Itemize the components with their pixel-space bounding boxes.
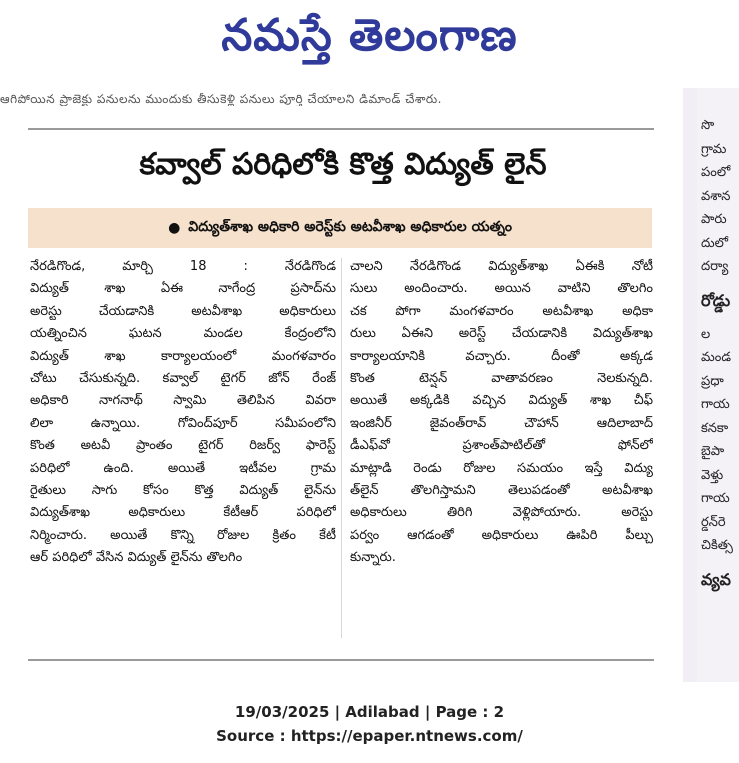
body-line: చాలని నేరడిగొండ విద్యుత్‌శాఖ ఏఈకి నోటీ <box>350 259 653 274</box>
article-clipping <box>0 88 739 682</box>
clipping-footer <box>0 700 739 748</box>
side-line: గాయ <box>701 491 730 506</box>
body-line: కార్యాలయానికి వచ్చారు. దీంతో అక్కడ <box>350 348 653 364</box>
newspaper-masthead <box>0 0 739 82</box>
body-line: యత్నించిన ఘటన మండల కేంద్రంలోని <box>30 326 336 342</box>
body-line: కొంత టెన్షన్ వాతావరణం నెలకున్నది. <box>350 371 653 387</box>
side-line: ర్డన్‌రె <box>701 514 726 530</box>
body-line: ఆర్ పరిధిలో వేసిన విద్యుత్ లైన్‌ను తొలగిం <box>30 550 243 566</box>
bottom-rule <box>28 659 654 661</box>
side-line: వెళ్తు <box>701 467 724 483</box>
side-line: దర్యా <box>701 259 729 274</box>
side-line: సొ <box>701 118 715 133</box>
bullet-icon: ● <box>168 220 181 236</box>
side-line: వశాన <box>701 188 731 204</box>
body-line: ఇంజినీర్ జైవంత్‌రావ్ చౌహాన్ ఆదిలాబాద్ <box>350 415 653 431</box>
side-line: బైపా <box>701 444 725 459</box>
adjacent-article-column <box>697 88 739 682</box>
body-line: విద్యుత్ శాఖ ఏఈ నాగేంద్ర ప్రసాద్‌ను <box>30 281 336 297</box>
body-line: నిర్మించారు. అయితే కొన్ని రోజుల క్రితం కేటీ <box>30 527 336 543</box>
body-line: విద్యుత్‌శాఖ అధికారులు కేటీఆర్ పరిధిలో <box>30 505 336 521</box>
body-line: పరిధిలో ఉంది. అయితే ఇటీవల గ్రామ <box>30 460 336 476</box>
body-line: సులు అందించారు. అయిన వాటిని తొలగిం <box>350 281 653 297</box>
edition-info: 19/03/2025 | Adilabad | Page : 2 <box>234 703 505 721</box>
body-line: అరెస్టు చేయడానికి అటవీశాఖ అధికారులు <box>30 303 336 319</box>
source-link[interactable]: Source : https://epaper.ntnews.com/ <box>216 727 523 745</box>
body-line: అయితే అక్కడికి వచ్చిన విద్యుత్ శాఖ చీఫ్ <box>350 393 653 409</box>
side-line: పంలో <box>701 165 731 180</box>
body-line: పర్వం ఆగడంతో అధికారులు ఊపిరి పీల్చు <box>350 527 653 543</box>
body-line: అధికారులు తిరిగి వెళ్లిపోయారు. అరెస్టు <box>350 505 653 521</box>
side-line: గాయ <box>701 397 730 412</box>
article-subheadline <box>28 208 652 248</box>
side-line: ల <box>701 326 711 342</box>
top-rule <box>28 128 654 130</box>
body-line: చక పోగా మంగళవారం అటవీశాఖ అధికా <box>350 303 653 319</box>
body-line: విద్యుత్ శాఖ కార్యాలయంలో మంగళవారం <box>30 348 336 364</box>
body-line: డీఎఫ్‌వో ప్రశాంత్‌పాటిల్‌తో ఫోన్‌లో <box>350 438 653 454</box>
body-line: నేరడిగొండ, మార్చి 18 : నేరడిగొండ <box>30 259 336 274</box>
body-line: కున్నారు. <box>350 550 396 566</box>
body-line: అధికారి నాగనాథ్ స్వామి తెలిపిన వివరా <box>30 393 336 409</box>
side-headline: వ్యవ <box>701 569 731 589</box>
body-line: చోటు చేసుకున్నది. కవ్వాల్ టైగర్ జోన్ రేంజ్ <box>30 371 336 387</box>
side-line: చికిత్స <box>701 538 733 553</box>
body-line: లిలా ఉన్నాయి. గోవింద్‌పూర్ సమీపంలోని <box>30 415 336 431</box>
side-line: ప్రధా <box>701 373 724 389</box>
masthead-logo-title: నమస్తే తెలంగాణ <box>221 10 518 61</box>
side-line: కనకా <box>701 420 729 436</box>
body-line: త్‌లైన్ తొలగిస్తామని తెలుపడంతో అటవీశాఖ <box>350 483 653 499</box>
body-line: కొంత అటవీ ప్రాంతం టైగర్ రిజర్వ్ ఫారెస్ట్ <box>30 438 336 454</box>
side-line: గ్రామ <box>701 141 727 157</box>
column-divider <box>341 258 342 638</box>
body-line: మాట్లాడి రెండు రోజుల సమయం ఇస్తే విద్యు <box>350 460 653 476</box>
article-column-left <box>30 256 336 570</box>
article-column-right <box>350 256 653 570</box>
side-headline: రోడ్డు <box>701 290 731 310</box>
body-line: రులు ఏఈని అరెస్ట్ చేయడానికి విద్యుత్‌శాఖ <box>350 326 653 342</box>
side-line: మండ <box>701 350 731 365</box>
side-line: దులో <box>701 235 729 251</box>
subheadline-text: విద్యుత్‌శాఖ అధికారి అరెస్ట్‌కు అటవీశాఖ అధికారుల యత్నం <box>188 218 512 235</box>
side-line: పారు <box>701 212 727 227</box>
article-headline: కవ్వాల్ పరిధిలోకి కొత్త విద్యుత్ లైన్ <box>139 147 547 182</box>
body-line: రైతులు సాగు కోసం కొత్త విద్యుత్ లైన్‌ను <box>30 483 336 499</box>
cut-off-previous-text: ఆగిపోయిన ప్రాజెక్టు పనులను ముందుకు తీసుకెళ్లి పనులు పూర్తి చేయాలని డిమాండ్ చేశారు. <box>0 92 442 106</box>
